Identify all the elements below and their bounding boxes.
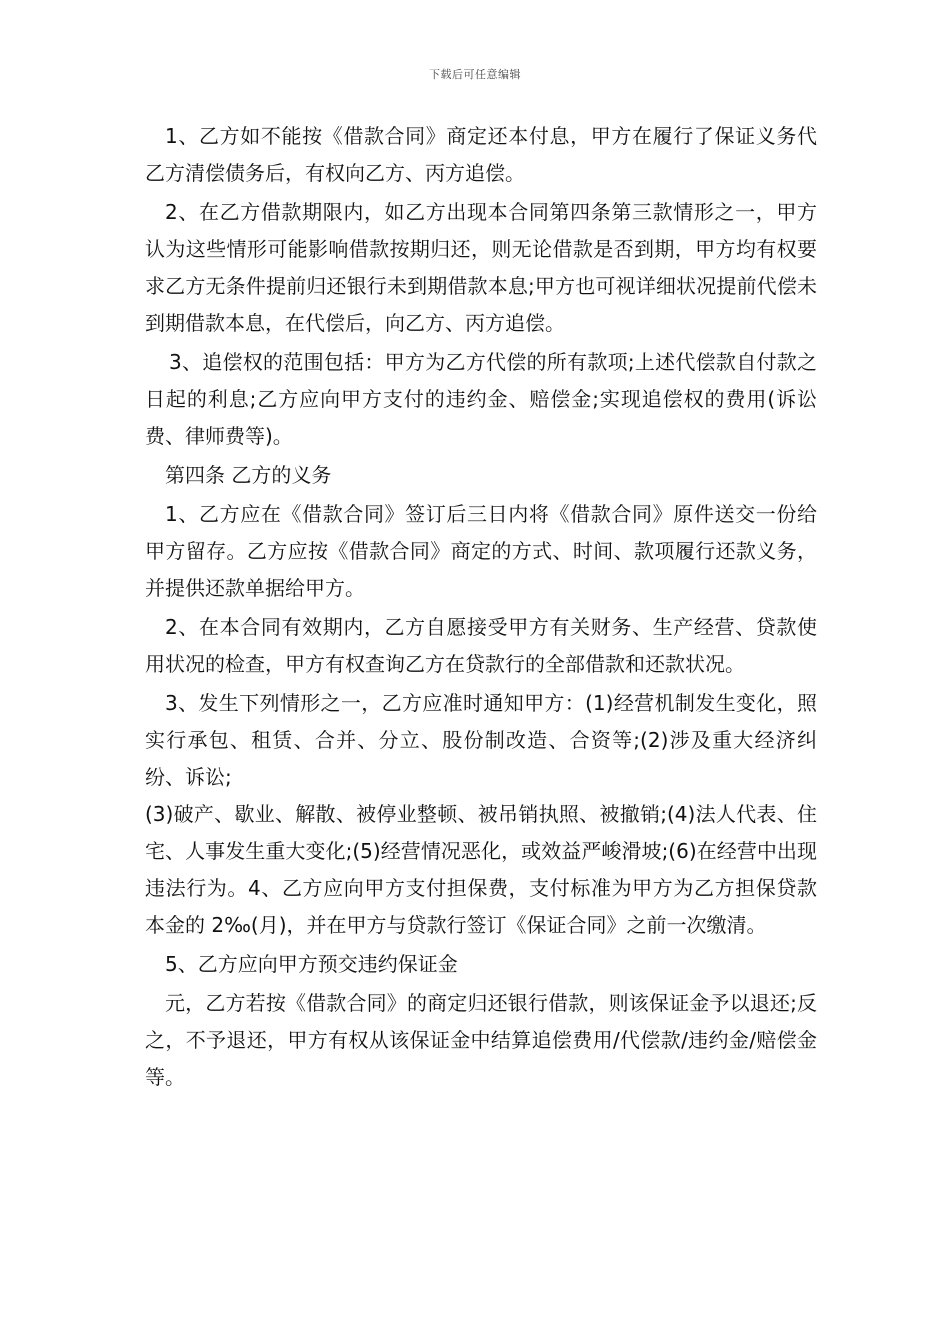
paragraph-2: 2、在乙方借款期限内，如乙方出现本合同第四条第三款情形之一，甲方认为这些情形可能影响借款按期归还，则无论借款是否到期，甲方均有权要求乙方无条件提前归还银行未到期借款本息;甲方也可视详细状况提前代偿未到期借款本息，在代偿后，向乙方、丙方追偿。 [145,200,817,335]
paragraph-7: 3、发生下列情形之一，乙方应准时通知甲方：(1)经营机制发生变化，照实行承包、租赁、合并、分立、股份制改造、合资等;(2)涉及重大经济纠纷、诉讼; [145,691,817,789]
paragraph-5: 1、乙方应在《借款合同》签订后三日内将《借款合同》原件送交一份给甲方留存。乙方应按《借款合同》商定的方式、时间、款项履行还款义务，并提供还款单据给甲方。 [145,502,817,600]
section-heading: 第四条 乙方的义务 [165,463,332,487]
paragraph-10: 元，乙方若按《借款合同》的商定归还银行借款，则该保证金予以退还;反之，不予退还，甲方有权从该保证金中结算追偿费用/代偿款/违约金/赔偿金等。 [145,991,817,1089]
paragraph-1: 1、乙方如不能按《借款合同》商定还本付息，甲方在履行了保证义务代乙方清偿债务后，有权向乙方、丙方追偿。 [145,124,817,185]
paragraph-9: 5、乙方应向甲方预交违约保证金 [165,952,458,976]
paragraph-6: 2、在本合同有效期内，乙方自愿接受甲方有关财务、生产经营、贷款使用状况的检查，甲方有权查询乙方在贷款行的全部借款和还款状况。 [145,615,817,676]
document-body [145,118,817,1096]
page-header: 下载后可任意编辑 [429,68,521,81]
paragraph-8: (3)破产、歇业、解散、被停业整顿、被吊销执照、被撤销;(4)法人代表、住宅、人事发生重大变化;(5)经营情况恶化，或效益严峻滑坡;(6)在经营中出现违法行为。4、乙方应向甲方支付担保费，支付标准为甲方为乙方担保贷款本金的 2‰(月)，并在甲方与贷款行签订《保证合同》之前一次缴清。 [145,802,817,937]
paragraph-3: 3、追偿权的范围包括：甲方为乙方代偿的所有款项;上述代偿款自付款之日起的利息;乙方应向甲方支付的违约金、赔偿金;实现追偿权的费用(诉讼费、律师费等)。 [145,350,817,448]
